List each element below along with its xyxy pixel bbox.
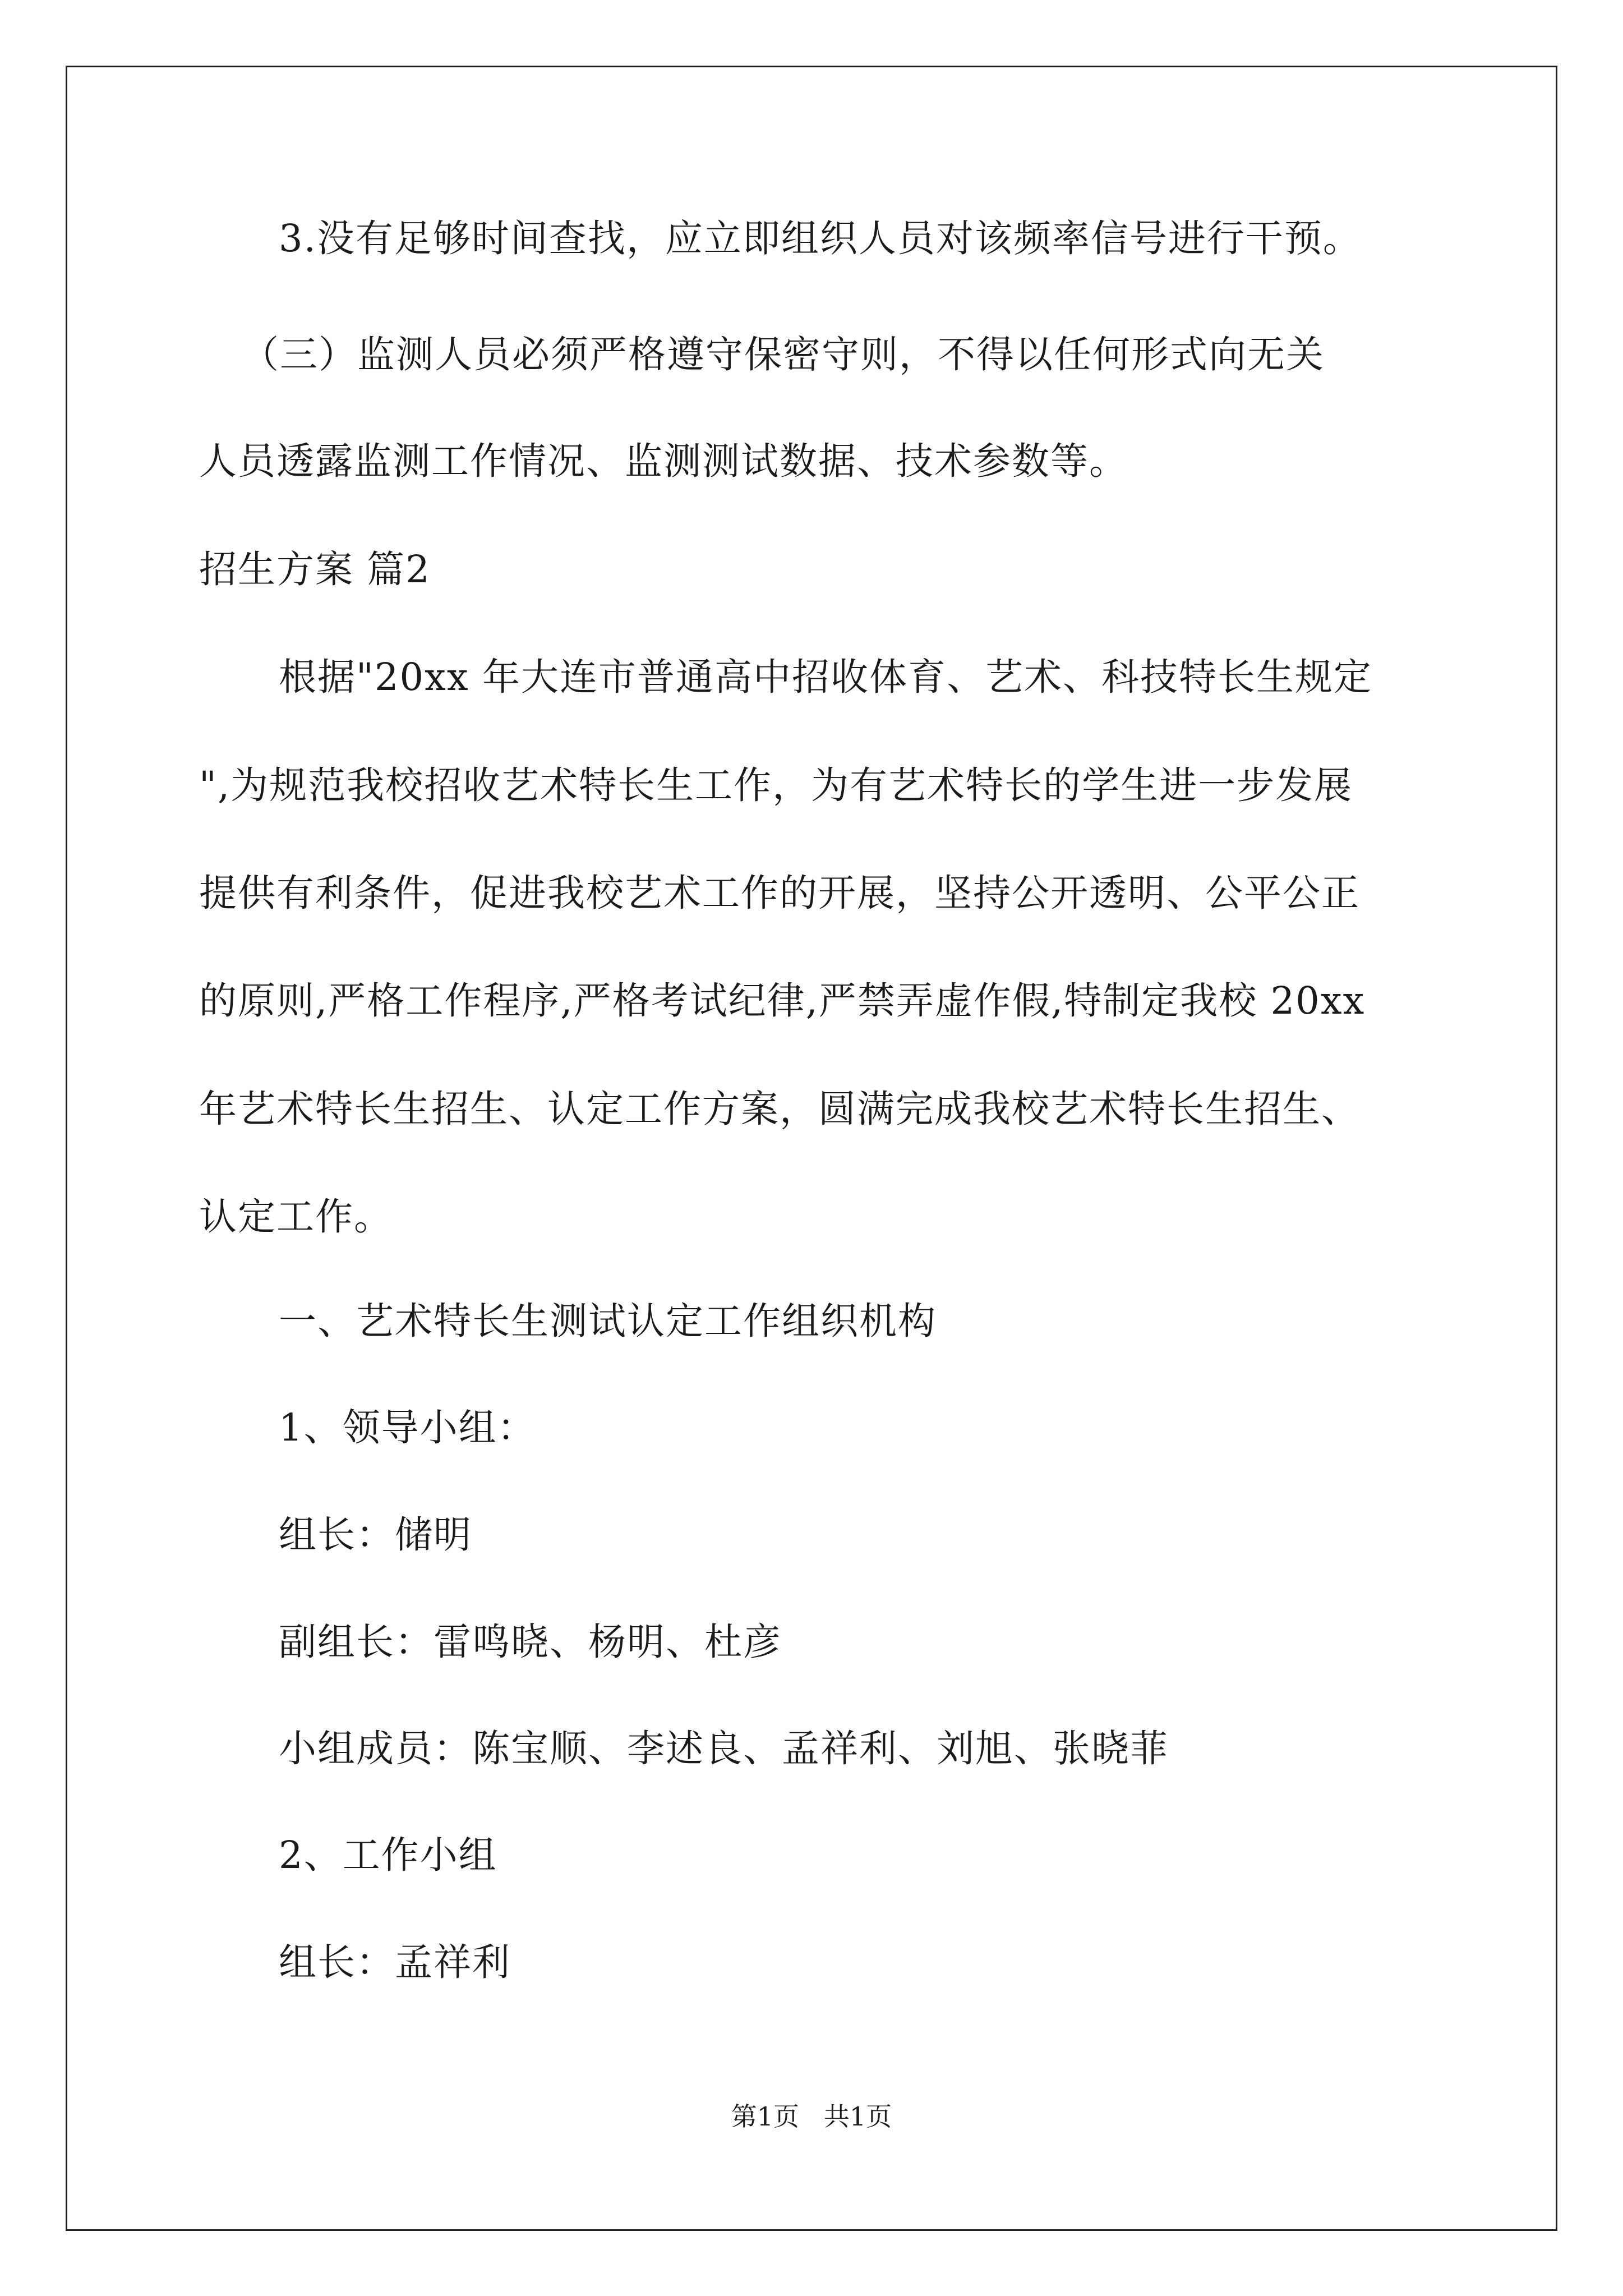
section-heading: 招生方案 篇2 bbox=[199, 547, 431, 591]
line-17: 组长：孟祥利 bbox=[279, 1940, 511, 1984]
line-14: 副组长：雷鸣晓、杨明、杜彦 bbox=[279, 1620, 782, 1664]
line-5: 根据"20xx 年大连市普通高中招收体育、艺术、科技特长生规定 bbox=[279, 655, 1372, 699]
line-11: 一、艺术特长生测试认定工作组织机构 bbox=[279, 1299, 937, 1343]
line-10: 认定工作。 bbox=[199, 1195, 393, 1239]
line-12: 1、领导小组： bbox=[279, 1406, 536, 1450]
line-13: 组长：储明 bbox=[279, 1513, 472, 1557]
line-6: ",为规范我校招收艺术特长生工作，为有艺术特长的学生进一步发展 bbox=[199, 763, 1353, 807]
page-number-footer: 第1页 共1页 bbox=[731, 2101, 892, 2132]
line-2: （三）监测人员必须严格遵守保密守则，不得以任何形式向无关 bbox=[241, 333, 1325, 376]
line-8: 的原则,严格工作程序,严格考试纪律,严禁弄虚作假,特制定我校 20xx bbox=[199, 979, 1366, 1023]
line-16: 2、工作小组 bbox=[279, 1833, 497, 1877]
line-1: 3.没有足够时间查找，应立即组织人员对该频率信号进行干预。 bbox=[279, 217, 1362, 260]
line-3: 人员透露监测工作情况、监测测试数据、技术参数等。 bbox=[199, 439, 1128, 483]
line-9: 年艺术特长生招生、认定工作方案，圆满完成我校艺术特长生招生、 bbox=[199, 1087, 1360, 1131]
line-7: 提供有利条件，促进我校艺术工作的开展，坚持公开透明、公平公正 bbox=[199, 871, 1360, 915]
page-border bbox=[66, 66, 1557, 2231]
line-15: 小组成员：陈宝顺、李述良、孟祥利、刘旭、张晓菲 bbox=[279, 1727, 1169, 1770]
